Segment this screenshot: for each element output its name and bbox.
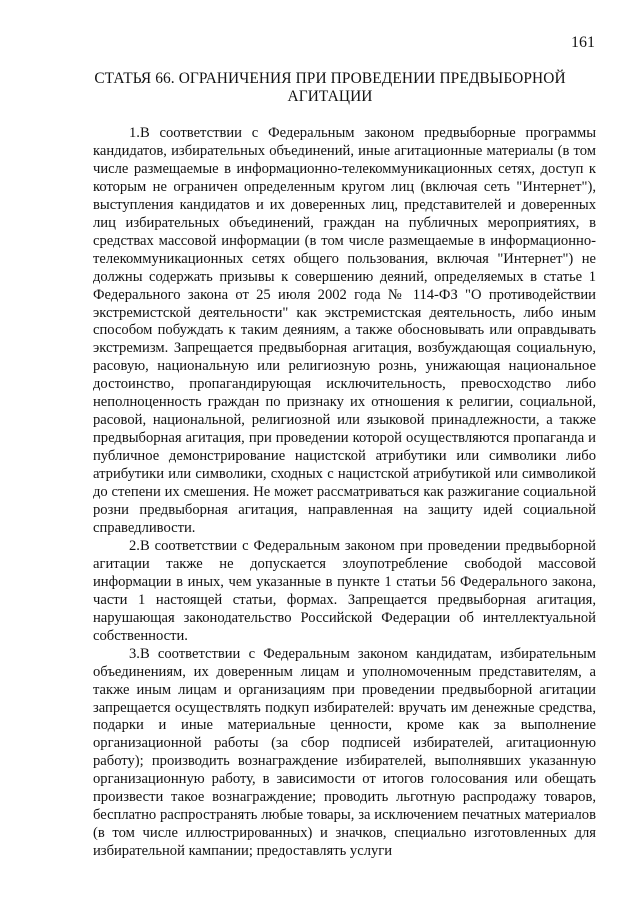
article-title: [90, 70, 570, 106]
paragraph-1: 1.В соответствии с Федеральным законом предвыборные программы кандидатов, избирательных объединений, иные агитационные материалы (в том числе размещаемые в информационно-телекоммуникационных сетях, доступ к которым не ограничен определенным кругом лиц (включая сеть "Интернет"), выступления кандидатов и их доверенных лиц, представителей и доверенных лиц избирательных объединений, граждан на публичных мероприятиях, в средствах массовой информации (в том числе размещаемые в информационно-телекоммуникационных сетях общего пользования, включая "Интернет") не должны содержать призывы к совершению деяний, определяемых в статье 1 Федерального закона от 25 июля 2002 года № 114-ФЗ "О противодействии экстремистской деятельности" как экстремистская деятельность, либо иным способом побуждать к таким деяниям, а также обосновывать или оправдывать экстремизм. Запрещается предвыборная агитация, возбуждающая социальную, расовую, национальную или религиозную рознь, унижающая национальное достоинство, пропагандирующая исключительность, превосходство либо неполноценность граждан по признаку их отношения к религии, социальной, расовой, национальной, религиозной или языковой принадлежности, а также предвыборная агитация, при проведении которой осуществляются пропаганда и публичное демонстрирование нацистской атрибутики или символики либо атрибутики или символики, сходных с нацистской атрибутикой или символикой до степени их смешения. Не может рассматриваться как разжигание социальной розни предвыборная агитация, направленная на защиту идей социальной справедливости.: [93, 125, 596, 536]
article-title-line-2: АГИТАЦИИ: [287, 88, 373, 105]
paragraph-3: 3.В соответствии с Федеральным законом кандидатам, избирательным объединениям, их доверенным лицам и уполномоченным представителям, а также иным лицам и организациям при проведении предвыборной агитации запрещается осуществлять подкуп избирателей: вручать им денежные средства, подарки и иные материальные ценности, кроме как за выполнение организационной работы (за сбор подписей избирателей, агитационную работу); производить вознаграждение избирателей, выполнявших указанную организационную работу, в зависимости от итогов голосования или обещать произвести такое вознаграждение; проводить льготную распродажу товаров, бесплатно распространять любые товары, за исключением печатных материалов (в том числе иллюстрированных) и значков, специально изготовленных для избирательной кампании; предоставлять услуги: [93, 645, 596, 860]
paragraph-2: 2.В соответствии с Федеральным законом при проведении предвыборной агитации также не допускается злоупотребление свободой массовой информации в иных, чем указанные в пункте 1 статьи 56 Федерального закона, части 1 настоящей статьи, формах. Запрещается предвыборная агитация, нарушающая законодательство Российской Федерации об интеллектуальной собственности.: [93, 537, 596, 644]
article-title-line-1: СТАТЬЯ 66. ОГРАНИЧЕНИЯ ПРИ ПРОВЕДЕНИИ ПРЕДВЫБОРНОЙ: [94, 70, 566, 87]
page-number: 161: [571, 34, 595, 51]
article-body: [93, 125, 596, 861]
